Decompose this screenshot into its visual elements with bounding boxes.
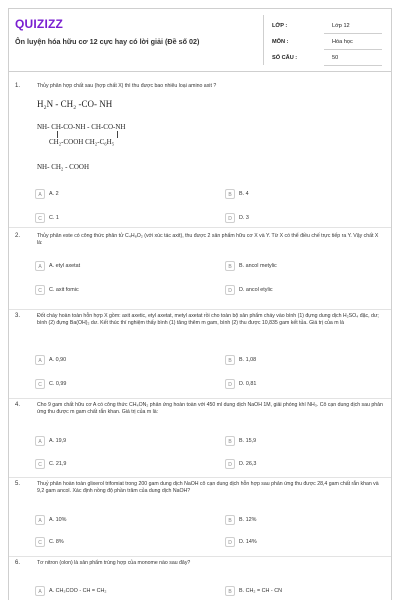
- meta-class-label: LỚP :: [272, 23, 288, 29]
- worksheet-header: [9, 9, 391, 72]
- question-number: 1.: [15, 83, 21, 89]
- option-letter: B: [225, 261, 235, 271]
- option-text: B. 12%: [239, 517, 257, 523]
- option-letter: B: [225, 355, 235, 365]
- option-text: B. ancol metylic: [239, 263, 277, 269]
- quizizz-logo: QUIZIZZ: [15, 17, 64, 31]
- formula-line-4: NH- CH₂ - COOH: [37, 163, 90, 171]
- option-letter: A: [35, 355, 45, 365]
- bond-line: [57, 131, 58, 138]
- option-letter: A: [35, 189, 45, 199]
- option-text: D. 26,3: [239, 461, 257, 467]
- question-divider: [9, 309, 391, 310]
- question-text: Thuỷ phân hoàn toàn glixerol trifomiat trong 200 gam dung dịch NaOH cô cạn dung dịch hỗn hợp sau phản ứng thu được 28,4 gam chất rắn khan và 9,2 gam ancol. Xác định nồng độ phần trăm của dung dịch NaOH?: [37, 481, 379, 495]
- question-text: Tơ nitron (olon) là sản phẩm trùng hợp của monome nào sau đây?: [37, 560, 191, 566]
- option-text: C. 8%: [49, 539, 64, 545]
- option-letter: B: [225, 189, 235, 199]
- option-text: A. CH₃COO - CH = CH₂: [49, 588, 107, 594]
- option-text: D. 0,81: [239, 381, 257, 387]
- question-divider: [9, 227, 391, 228]
- option-text: C. 1: [49, 215, 59, 221]
- worksheet-page: [8, 8, 392, 600]
- option-letter: C: [35, 285, 45, 295]
- option-text: A. 19,9: [49, 438, 67, 444]
- option-letter: C: [35, 459, 45, 469]
- option-text: A. etyl axetat: [49, 263, 81, 269]
- question-text: Đốt cháy hoàn toàn hỗn hợp X gồm: axit axetic, etyl axetat, metyl axetat rồi cho toàn bộ sản phẩm cháy vào bình (1) đựng dung dịch H₂SO₄ đặc, dư; bình (2) đựng Ba(OH)₂ dư. Kết thúc thí nghiệm thấy bình (1) tăng thêm m gam, bình (2) thu được 10,835 gam kết tủa. Giá trị của m là: [37, 313, 379, 327]
- meta-divider: [324, 49, 382, 50]
- meta-subject-value: Hóa học: [332, 39, 353, 45]
- option-letter: C: [35, 379, 45, 389]
- option-letter: D: [225, 213, 235, 223]
- option-text: A. 10%: [49, 517, 67, 523]
- question-number: 3.: [15, 313, 21, 319]
- meta-class-value: Lớp 12: [332, 23, 350, 29]
- worksheet-title: Ôn luyện hóa hữu cơ 12 cực hay có lời giải (Đề số 02): [15, 37, 200, 46]
- option-text: D. ancol etylic: [239, 287, 273, 293]
- meta-subject-label: MÔN :: [272, 39, 289, 45]
- worksheet-meta: [263, 15, 392, 65]
- option-letter: B: [225, 586, 235, 596]
- question-divider: [9, 477, 391, 478]
- formula-line-3: CH₂-COOH CH₂-C₆H₅: [49, 138, 115, 146]
- question-number: 4.: [15, 402, 21, 408]
- option-letter: C: [35, 213, 45, 223]
- option-letter: A: [35, 586, 45, 596]
- option-letter: D: [225, 285, 235, 295]
- meta-divider: [324, 65, 382, 66]
- option-text: A. 0,90: [49, 357, 67, 363]
- option-text: C. 0,99: [49, 381, 67, 387]
- option-letter: D: [225, 537, 235, 547]
- option-text: C. axit fomic: [49, 287, 79, 293]
- option-letter: A: [35, 436, 45, 446]
- question-number: 2.: [15, 233, 21, 239]
- option-text: C. 21,9: [49, 461, 67, 467]
- question-divider: [9, 556, 391, 557]
- option-letter: B: [225, 436, 235, 446]
- option-text: D. 14%: [239, 539, 257, 545]
- question-text: Cho 9 gam chất hữu cơ A có công thức CH₄ON₂ phản ứng hoàn toàn với 450 ml dung dịch NaOH 1M, giải phóng khí NH₃. Cô cạn dung dịch sau phản ứng thu được m gam chất rắn khan. Giá trị của m là:: [37, 402, 383, 416]
- bond-line: [117, 131, 118, 138]
- option-letter: B: [225, 515, 235, 525]
- question-number: 5.: [15, 481, 21, 487]
- formula-line-1: H₂N - CH₂ -CO- NH: [37, 99, 113, 109]
- option-text: B. 4: [239, 191, 249, 197]
- option-text: B. 15,9: [239, 438, 257, 444]
- option-text: B. CH₂ = CH - CN: [239, 588, 282, 594]
- question-text: Thủy phân hợp chất sau (hợp chất X) thì thu được bao nhiêu loại amino axit ?: [37, 83, 217, 89]
- meta-count-label: SỐ CÂU :: [272, 55, 298, 61]
- question-divider: [9, 398, 391, 399]
- meta-divider: [324, 33, 382, 34]
- option-letter: D: [225, 379, 235, 389]
- question-text: Thủy phân este có công thức phân tử C₄H₈O₂ (với xúc tác axit), thu được 2 sản phẩm hữu cơ X và Y. Từ X có thể điều chế trực tiếp ra Y. Vậy chất X là:: [37, 233, 379, 247]
- option-letter: A: [35, 515, 45, 525]
- option-text: D. 3: [239, 215, 249, 221]
- option-text: B. 1,08: [239, 357, 257, 363]
- meta-count-value: 50: [332, 55, 339, 61]
- option-letter: A: [35, 261, 45, 271]
- option-letter: C: [35, 537, 45, 547]
- question-number: 6.: [15, 560, 21, 566]
- option-letter: D: [225, 459, 235, 469]
- option-text: A. 2: [49, 191, 59, 197]
- formula-line-2: NH- CH-CO-NH - CH-CO-NH: [37, 123, 126, 131]
